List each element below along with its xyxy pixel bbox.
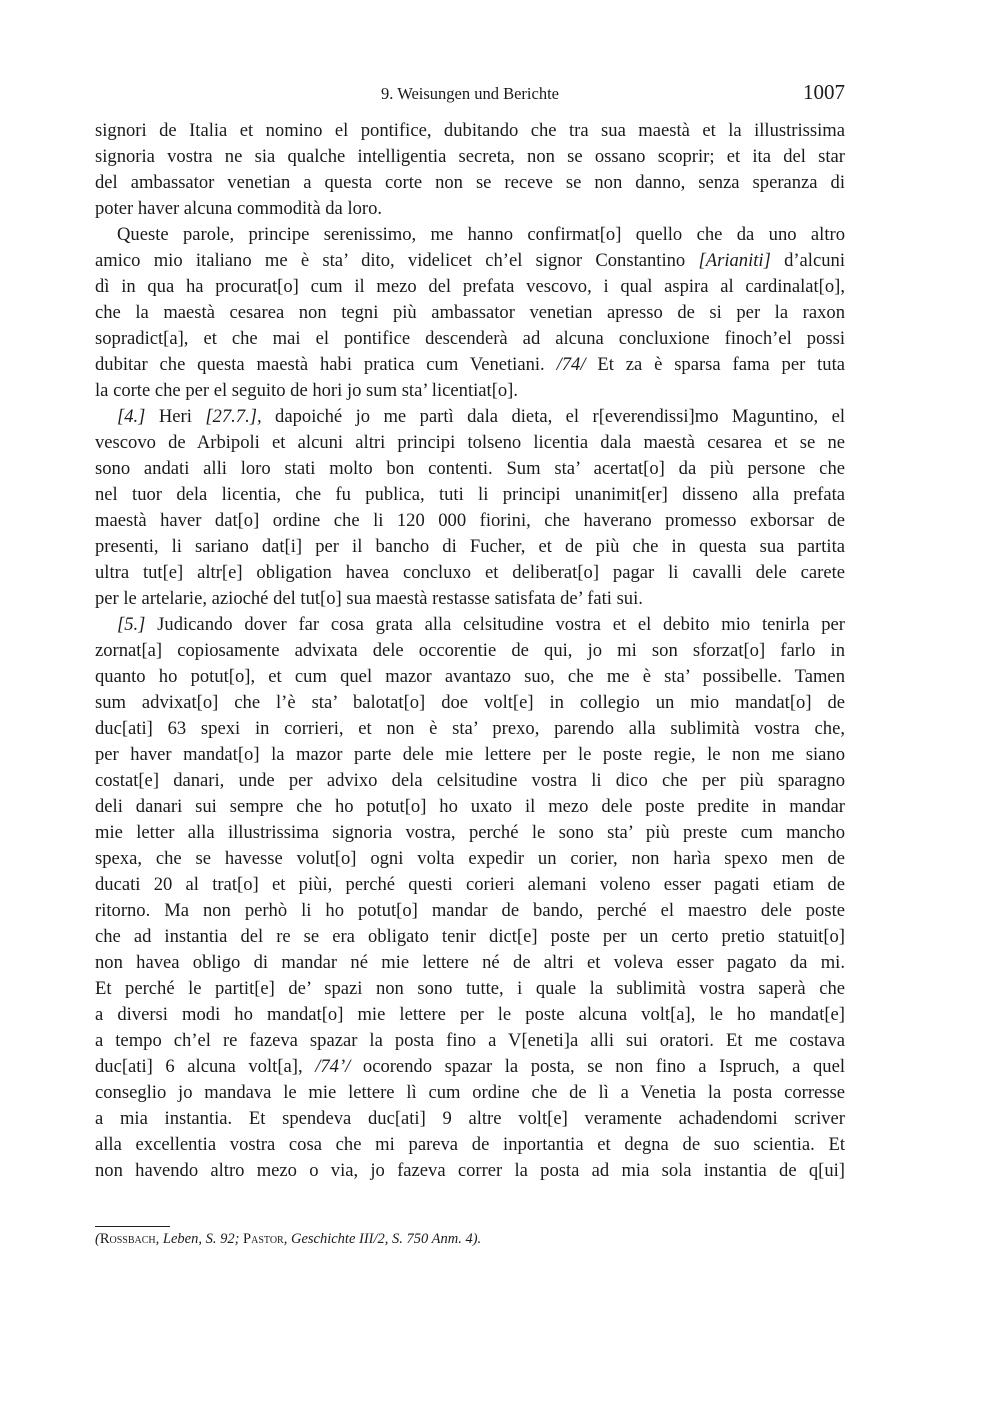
text-line	[95, 690, 845, 716]
text-line	[95, 846, 845, 872]
text-line	[95, 742, 845, 768]
text-line	[95, 664, 845, 690]
text-line	[95, 768, 845, 794]
text-segment: a mia instantia. Et spendeva duc[ati] 9 altre volt[e] veramente achadendomi scriver	[95, 1108, 845, 1129]
text-line	[95, 794, 845, 820]
text-line	[95, 820, 845, 846]
text-segment: sum advixat[o] che l’è sta’ balotat[o] doe volt[e] in collegio un mio mandat[o] de	[95, 692, 845, 713]
text-segment: ritorno. Ma non perhò li ho potut[o] mandar de bando, perché el maestro dele poste	[95, 900, 845, 921]
text-line	[95, 274, 845, 300]
text-segment: a tempo ch’el re fazeva spazar la posta fino a V[eneti]a alli sui oratori. Et me costava	[95, 1030, 845, 1051]
text-segment: la corte che per el seguito de hori jo sum sta’ licentiat[o].	[95, 380, 519, 401]
text-line	[95, 1106, 845, 1132]
text-segment: sopradict[a], et che mai el pontifice descenderà ad alcuna concluxione finoch’el possi	[95, 328, 845, 349]
editorial-annotation: [Arianiti]	[698, 250, 771, 271]
text-segment: sono andati alli loro stati molto bon contenti. Sum sta’ acertat[o] da più persone che	[95, 458, 845, 479]
text-segment: dapoiché jo me partì dala dieta, el r[everendissi]mo Maguntino, el	[261, 406, 846, 427]
text-line	[95, 430, 845, 456]
text-line	[95, 222, 845, 248]
text-line	[95, 638, 845, 664]
text-segment: del ambassator venetian a questa corte non se receve se non danno, senza speranza di	[95, 172, 845, 193]
text-line	[95, 456, 845, 482]
text-line	[95, 560, 845, 586]
text-segment: amico mio italiano me è sta’ dito, videlicet ch’el signor Constantino	[95, 250, 699, 271]
text-segment: Heri	[145, 406, 206, 427]
text-segment: vescovo de Arbipoli et alcuni altri principi tolseno licentia dala maestà cesarea et se ne	[95, 432, 845, 453]
text-line	[95, 716, 845, 742]
text-segment: poter haver alcuna commodità da loro.	[95, 198, 383, 219]
text-line	[95, 248, 845, 274]
footnote	[95, 1231, 481, 1248]
text-line	[95, 1080, 845, 1106]
text-segment: costat[e] danari, unde per advixo dela celsitudine vostra li dico che per più sparagno	[95, 770, 845, 791]
text-segment: duc[ati] 6 alcuna volt[a],	[95, 1056, 316, 1077]
text-segment: quanto ho potut[o], et cum quel mazor avantazo suo, che me è sta’ possibelle. Tamen	[95, 666, 845, 687]
text-line	[95, 196, 845, 222]
text-segment: d’alcuni	[770, 250, 845, 271]
text-segment: non havendo altro mezo o via, jo fazeva correr la posta ad mia sola instantia de q[ui]	[95, 1160, 845, 1181]
text-segment: zornat[a] copiosamente advixata dele occorentie de qui, jo mi son sforzat[o] farlo in	[95, 640, 845, 661]
footnote-rule	[95, 1226, 170, 1227]
text-line	[95, 612, 845, 638]
text-line	[95, 1028, 845, 1054]
text-line	[95, 950, 845, 976]
text-segment: per le artelarie, azioché del tut[o] sua maestà restasse satisfata de’ fati sui.	[95, 588, 643, 609]
text-line	[95, 534, 845, 560]
text-line	[95, 378, 845, 404]
editorial-annotation: /74/	[556, 354, 586, 375]
text-segment: mie letter alla illustrissima signoria vostra, perché le sono sta’ più preste cum mancho	[95, 822, 845, 843]
text-line	[95, 898, 845, 924]
text-segment: Et perché le partit[e] de’ spazi non sono tutte, i quale la sublimità vostra saperà che	[95, 978, 845, 999]
text-segment: Queste parole, principe serenissimo, me hanno confirmat[o] quello che da uno altro	[117, 224, 845, 245]
text-line	[95, 508, 845, 534]
footnote-ref: , Leben, S. 92;	[155, 1231, 244, 1247]
running-header: 9. Weisungen und Berichte	[381, 84, 559, 103]
text-segment: maestà haver dat[o] ordine che li 120 000 fiorini, che haverano promesso exborsar de	[95, 510, 845, 531]
text-segment: alla excellentia vostra cosa che mi pareva de inportantia et degna de suo scientia. Et	[95, 1134, 845, 1155]
footnote-ref: , Geschichte III/2, S. 750 Anm. 4).	[283, 1231, 482, 1247]
text-line	[95, 872, 845, 898]
footnote-author: Pastor	[243, 1231, 284, 1247]
text-line	[95, 300, 845, 326]
text-segment: nel tuor dela licentia, che fu publica, tuti li principi unanimit[er] disseno alla prefata	[95, 484, 845, 505]
text-segment: ultra tut[e] altr[e] obligation havea concluxo et deliberat[o] pagar li cavalli dele carete	[95, 562, 845, 583]
text-line	[95, 144, 845, 170]
editorial-annotation: [27.7.],	[205, 406, 262, 427]
text-segment: dubitar che questa maestà habi pratica cum Venetiani.	[95, 354, 557, 375]
editorial-annotation: /74’/	[315, 1056, 351, 1077]
text-line	[95, 976, 845, 1002]
body-text	[95, 118, 845, 1184]
text-segment: Et za è sparsa fama per tuta	[585, 354, 845, 375]
text-segment: che ad instantia del re se era obligato tenir dict[e] poste per un certo pretio statuit[o]	[95, 926, 845, 947]
text-segment: spexa, che se havesse volut[o] ogni volta expedir un corier, non harìa spexo men de	[95, 848, 845, 869]
footnote-paren: (	[95, 1231, 100, 1247]
text-segment: signori de Italia et nomino el pontifice, dubitando che tra sua maestà et la illustrissima	[95, 120, 845, 141]
text-line	[95, 586, 845, 612]
page-number: 1007	[803, 80, 845, 104]
text-line	[95, 1158, 845, 1184]
text-segment: per haver mandat[o] la mazor parte dele mie lettere per le poste regie, le non me siano	[95, 744, 845, 765]
text-line	[95, 924, 845, 950]
text-segment: duc[ati] 63 spexi in corrieri, et non è sta’ prexo, parendo alla sublimità vostra che,	[95, 718, 845, 739]
text-segment: deli danari sui sempre che ho potut[o] ho uxato il mezo dele poste predite in mandar	[95, 796, 845, 817]
text-line	[95, 326, 845, 352]
text-line	[95, 352, 845, 378]
text-segment: ocorendo spazar la posta, se non fino a Ispruch, a quel	[350, 1056, 845, 1077]
footnote-author: Rossbach	[99, 1231, 156, 1247]
text-line	[95, 1132, 845, 1158]
text-segment: presenti, li sariano dat[i] per il bancho di Fucher, et de più che in questa sua partita	[95, 536, 845, 557]
text-line	[95, 1054, 845, 1080]
text-segment: a diversi modi ho mandat[o] mie lettere per le poste alcuna volt[a], le ho mandat[e]	[95, 1004, 845, 1025]
text-segment: che la maestà cesarea non tegni più ambassator venetian apresso de si per la raxon	[95, 302, 845, 323]
text-segment: dì in qua ha procurat[o] cum il mezo del prefata vescovo, i qual aspira al cardinalat[o],	[95, 276, 845, 297]
text-segment: ducati 20 al trat[o] et piùi, perché questi corieri alemani voleno esser pagati etiam de	[95, 874, 845, 895]
text-segment: signoria vostra ne sia qualche intelligentia secreta, non se ossano scoprir; et ita del star	[95, 146, 845, 167]
text-line	[95, 482, 845, 508]
text-line	[95, 1002, 845, 1028]
text-line	[95, 170, 845, 196]
editorial-annotation: [5.]	[117, 614, 146, 635]
text-line	[95, 404, 845, 430]
text-line	[95, 118, 845, 144]
text-segment: Judicando dover far cosa grata alla celsitudine vostra et el debito mio tenirla per	[145, 614, 845, 635]
text-segment: conseglio jo mandava le mie lettere lì cum ordine che de lì a Venetia la posta corresse	[95, 1082, 845, 1103]
text-segment: non havea obligo di mandar né mie lettere né de altri et voleva esser pagato da mi.	[95, 952, 845, 973]
editorial-annotation: [4.]	[117, 406, 146, 427]
